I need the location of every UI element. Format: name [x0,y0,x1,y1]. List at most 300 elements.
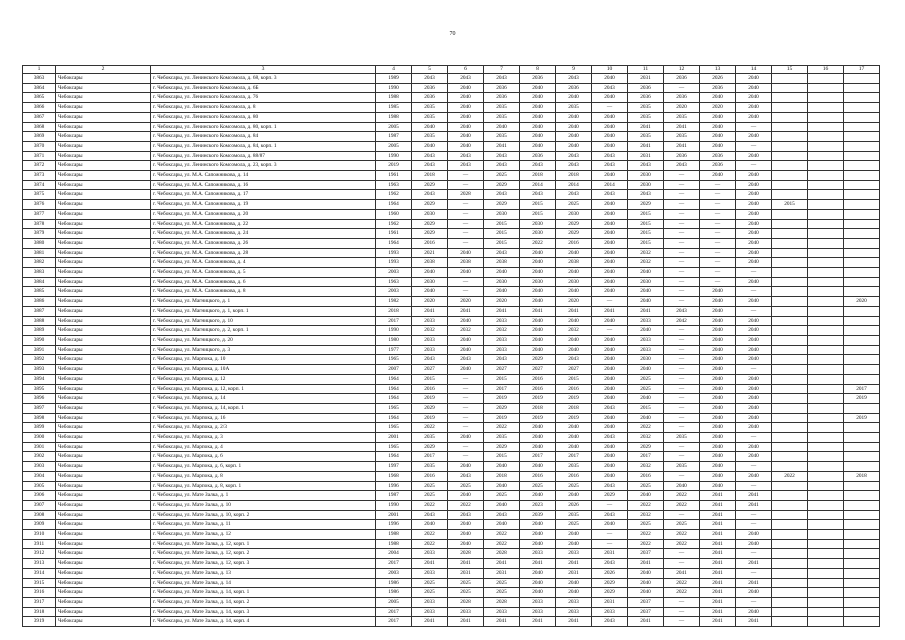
table-cell: 2040 [736,103,772,113]
table-cell: 2040 [556,287,592,297]
table-cell [844,200,880,210]
table-cell: 2040 [448,335,484,345]
table-cell: 2015 [628,229,664,239]
table-cell [772,491,808,501]
table-cell: 2040 [628,588,664,598]
table-cell: — [448,200,484,210]
table-cell: 2037 [628,549,664,559]
table-cell: 1964 [376,384,412,394]
table-cell: 2022 [448,500,484,510]
table-cell: г. Чебоксары, ул. Мате Залка, д. 12, корп. 3 [151,559,376,569]
table-cell: 2018 [412,171,448,181]
table-cell [808,394,844,404]
table-cell: 2033 [412,549,448,559]
table-cell [844,316,880,326]
table-cell: 3918 [23,607,56,617]
table-cell: 2043 [484,355,520,365]
table-cell: — [736,568,772,578]
table-cell: — [448,413,484,423]
table-cell: Чебоксары [56,345,151,355]
table-cell: 2015 [484,229,520,239]
table-cell: 2028 [448,597,484,607]
table-cell: — [592,530,628,540]
table-cell: г. Чебоксары, ул. Марпока, д. 12, корп. 1 [151,384,376,394]
table-cell: 2041 [412,559,448,569]
table-cell: 2040 [736,316,772,326]
table-cell: — [664,559,700,569]
table-cell: г. Чебоксары, ул. Ленинского Комсомола, д. 8 [151,103,376,113]
table-cell: 2015 [628,403,664,413]
table-cell: 2040 [628,326,664,336]
table-cell [772,510,808,520]
table-cell: 2040 [448,248,484,258]
table-cell: 2040 [700,413,736,423]
table-cell [808,549,844,559]
table-row [23,539,880,549]
table-cell [808,326,844,336]
table-cell: 2025 [556,520,592,530]
table-cell: 3913 [23,559,56,569]
table-cell: 2032 [628,248,664,258]
table-cell: 2022 [664,530,700,540]
table-cell: 2036 [520,74,556,84]
table-cell [808,481,844,491]
table-cell: 2040 [520,268,556,278]
table-cell [772,607,808,617]
table-row [23,423,880,433]
table-cell: 2040 [700,403,736,413]
table-cell: 2019 [556,413,592,423]
table-cell: 2014 [520,180,556,190]
table-cell [772,578,808,588]
table-cell: г. Чебоксары, ул. Мате Залка, д. 12, корп. 2 [151,549,376,559]
table-cell [808,578,844,588]
table-cell: 3873 [23,171,56,181]
table-cell: 1963 [376,277,412,287]
table-cell: 2018 [520,171,556,181]
table-cell: 2043 [556,74,592,84]
table-cell: 2032 [628,510,664,520]
table-cell: 2041 [700,539,736,549]
table-cell: 2041 [664,141,700,151]
table-cell: 2036 [628,83,664,93]
table-cell: 2040 [520,335,556,345]
table-cell [808,316,844,326]
table-cell: г. Чебоксары, ул. М.А. Сапожникова, д. 26 [151,238,376,248]
table-cell: г. Чебоксары, ул. М.А. Сапожникова, д. 19 [151,200,376,210]
table-cell: 2025 [628,374,664,384]
table-cell: 2026 [556,500,592,510]
table-cell: — [700,209,736,219]
table-cell: 2043 [556,151,592,161]
table-cell: Чебоксары [56,132,151,142]
table-cell: 2040 [412,520,448,530]
table-cell: 2043 [520,190,556,200]
table-cell: 2040 [520,433,556,443]
table-cell: 1980 [376,335,412,345]
table-cell: 2040 [592,219,628,229]
column-header: 6 [448,66,484,74]
table-row [23,103,880,113]
table-cell: 2025 [484,588,520,598]
table-row [23,161,880,171]
table-cell: 2041 [448,306,484,316]
table-cell [772,74,808,84]
table-cell: 2041 [628,559,664,569]
table-cell: 2040 [700,462,736,472]
table-cell: 2040 [412,287,448,297]
table-cell: 2030 [520,277,556,287]
table-cell: 2028 [484,597,520,607]
table-cell [844,229,880,239]
table-cell: 3866 [23,103,56,113]
table-cell: 1960 [376,209,412,219]
table-cell: 2031 [592,597,628,607]
table-cell: 2035 [628,112,664,122]
table-cell [844,491,880,501]
table-cell: 2041 [700,549,736,559]
table-cell: — [664,219,700,229]
table-cell: 2022 [520,238,556,248]
table-cell: 2040 [628,297,664,307]
table-cell [772,335,808,345]
table-cell: 2016 [412,384,448,394]
table-cell: 2040 [556,141,592,151]
table-cell [772,258,808,268]
table-cell: 2041 [700,578,736,588]
table-cell: 3877 [23,209,56,219]
table-row [23,297,880,307]
table-cell: Чебоксары [56,103,151,113]
table-cell: 2040 [700,423,736,433]
table-cell: 2040 [628,578,664,588]
table-cell: 2036 [700,83,736,93]
table-cell: 2043 [592,617,628,627]
table-cell: 2019 [520,413,556,423]
table-cell: 2022 [412,500,448,510]
table-cell: 2040 [448,268,484,278]
table-cell: 2040 [520,539,556,549]
table-row [23,171,880,181]
table-cell: Чебоксары [56,161,151,171]
table-cell: Чебоксары [56,83,151,93]
table-cell: 2023 [520,500,556,510]
table-row [23,141,880,151]
table-cell: 2019 [844,413,880,423]
table-cell: Чебоксары [56,258,151,268]
table-cell: 2040 [700,141,736,151]
table-cell: 2040 [556,578,592,588]
table-cell [808,258,844,268]
table-cell: Чебоксары [56,297,151,307]
table-cell: 2022 [412,530,448,540]
table-cell: 2019 [484,413,520,423]
table-cell: — [664,229,700,239]
table-cell: г. Чебоксары, ул. М.А. Сапожникова, д. 6 [151,277,376,287]
table-cell: 2020 [664,103,700,113]
table-cell [844,93,880,103]
table-cell: 1988 [376,539,412,549]
table-cell: 2025 [664,520,700,530]
table-cell: 2022 [664,539,700,549]
table-cell: 1990 [376,151,412,161]
table-row [23,238,880,248]
table-cell: 2043 [592,403,628,413]
table-cell [772,588,808,598]
table-cell: 1962 [376,190,412,200]
table-cell: 2040 [628,491,664,501]
table-cell: 3885 [23,287,56,297]
table-cell: — [664,452,700,462]
table-cell [772,617,808,627]
table-cell: 2041 [700,500,736,510]
table-cell: — [664,238,700,248]
table-cell [808,171,844,181]
table-cell: 2040 [736,471,772,481]
table-cell [844,287,880,297]
table-cell: г. Чебоксары, ул. Марпока, д. 14, корп. 1 [151,403,376,413]
table-cell: 2040 [628,365,664,375]
table-cell: 2027 [412,365,448,375]
table-cell: 2040 [700,287,736,297]
table-cell: 3889 [23,326,56,336]
table-cell: 2035 [412,132,448,142]
table-cell: 2043 [592,83,628,93]
table-cell: г. Чебоксары, ул. Магницкого, д. 1 [151,297,376,307]
table-cell [844,190,880,200]
table-cell: 2025 [628,481,664,491]
table-cell: 2041 [700,530,736,540]
table-cell: 2043 [592,433,628,443]
table-cell: г. Чебоксары, ул. Мате Залка, д. 14, корп. 2 [151,597,376,607]
table-cell [772,229,808,239]
table-cell: 2025 [448,588,484,598]
table-cell: 2040 [736,452,772,462]
table-cell: 2016 [412,471,448,481]
table-cell: 2026 [592,568,628,578]
table-cell: — [448,171,484,181]
table-cell: 2040 [736,588,772,598]
table-cell: — [664,365,700,375]
table-cell: 2030 [484,277,520,287]
table-cell: — [736,433,772,443]
table-cell: 2043 [484,74,520,84]
table-cell [844,607,880,617]
table-cell [808,413,844,423]
table-cell [772,132,808,142]
table-cell: 2041 [448,559,484,569]
table-cell: 2040 [520,287,556,297]
table-cell: 2041 [628,306,664,316]
table-cell: 2043 [484,510,520,520]
table-cell: 2040 [592,345,628,355]
table-cell: 2040 [556,433,592,443]
table-cell: г. Чебоксары, ул. М.А. Сапожникова, д. 20 [151,209,376,219]
table-cell: 2040 [448,103,484,113]
table-cell [772,238,808,248]
table-cell: 3893 [23,365,56,375]
table-cell: 2017 [628,452,664,462]
table-cell: Чебоксары [56,287,151,297]
table-cell: — [448,238,484,248]
table-cell: 2040 [592,122,628,132]
table-cell: 2040 [592,413,628,423]
table-cell: — [592,103,628,113]
table-cell: 2040 [736,423,772,433]
table-cell: 2032 [628,258,664,268]
table-cell: г. Чебоксары, ул. Мате Залка, д. 1 [151,491,376,501]
table-cell: 2040 [736,229,772,239]
table-cell: 2043 [592,510,628,520]
table-cell: 2025 [484,491,520,501]
table-cell: 1964 [376,413,412,423]
table-cell: 2040 [700,112,736,122]
table-cell: г. Чебоксары, ул. М.А. Сапожникова, д. 28 [151,248,376,258]
table-cell: 2025 [520,481,556,491]
table-cell: 2040 [592,384,628,394]
table-cell: 2018 [376,306,412,316]
table-row [23,219,880,229]
table-row [23,500,880,510]
table-cell: Чебоксары [56,442,151,452]
table-cell: 2041 [700,607,736,617]
table-cell [844,209,880,219]
table-cell: 2028 [484,549,520,559]
table-cell: 2043 [556,190,592,200]
table-cell: 2041 [520,617,556,627]
table-cell [808,297,844,307]
table-cell [808,83,844,93]
table-cell [808,403,844,413]
table-cell [808,471,844,481]
table-cell: — [664,345,700,355]
table-cell: г. Чебоксары, ул. Марпока, д. 8, корп. 1 [151,481,376,491]
table-cell: — [700,190,736,200]
table-cell: 3882 [23,258,56,268]
table-cell: 2040 [700,374,736,384]
table-cell: 2041 [412,306,448,316]
table-cell: 2036 [556,83,592,93]
table-cell [772,287,808,297]
table-cell: г. Чебоксары, ул. Ленинского Комсомола, д. 80, корп. 1 [151,122,376,132]
table-cell: 2043 [412,74,448,84]
table-cell: 2038 [412,258,448,268]
table-cell: 2040 [736,74,772,84]
table-row [23,413,880,423]
table-cell: 2015 [412,374,448,384]
table-cell: — [700,248,736,258]
table-cell: 2040 [520,345,556,355]
table-cell: Чебоксары [56,471,151,481]
table-cell: Чебоксары [56,539,151,549]
housing-schedule-table [22,65,880,627]
table-cell: г. Чебоксары, ул. Ленинского Комсомола, д. 23, корп. 3 [151,161,376,171]
table-cell [844,617,880,627]
table-cell: 2040 [556,335,592,345]
table-cell: 2036 [664,93,700,103]
table-cell: 3910 [23,530,56,540]
table-cell: 3896 [23,394,56,404]
table-cell: 2040 [700,93,736,103]
table-cell [772,316,808,326]
table-cell: Чебоксары [56,394,151,404]
table-cell: 3904 [23,471,56,481]
table-cell [772,413,808,423]
table-cell: — [664,297,700,307]
table-cell: 2041 [628,141,664,151]
table-cell [772,433,808,443]
table-cell [772,530,808,540]
table-cell: 2040 [700,481,736,491]
table-cell: 2040 [556,530,592,540]
table-cell [844,326,880,336]
table-cell: 2015 [520,200,556,210]
table-cell: 2015 [484,238,520,248]
table-cell: 2040 [556,112,592,122]
table-cell: 2040 [592,248,628,258]
table-cell: 2040 [628,568,664,578]
table-cell: 2043 [592,481,628,491]
table-cell: — [664,287,700,297]
column-header: 12 [664,66,700,74]
table-cell: 2035 [556,510,592,520]
table-cell: — [592,297,628,307]
table-cell: — [664,394,700,404]
table-cell: 2033 [484,607,520,617]
table-cell: 2041 [700,510,736,520]
table-cell: 2040 [664,481,700,491]
table-row [23,355,880,365]
table-cell: — [736,510,772,520]
table-cell: 2015 [772,200,808,210]
table-cell: — [448,374,484,384]
table-cell: 2040 [700,471,736,481]
table-cell: 2022 [484,423,520,433]
table-cell [772,122,808,132]
table-cell: 2031 [592,549,628,559]
column-header: 11 [628,66,664,74]
table-row [23,93,880,103]
table-cell: 2040 [736,248,772,258]
table-cell: 3908 [23,510,56,520]
table-cell: Чебоксары [56,403,151,413]
table-cell: 2005 [376,122,412,132]
table-cell [808,520,844,530]
table-cell [844,500,880,510]
table-cell: Чебоксары [56,219,151,229]
table-cell: — [592,539,628,549]
table-cell: 2036 [484,93,520,103]
table-cell: — [736,597,772,607]
table-cell: — [664,209,700,219]
table-cell: Чебоксары [56,433,151,443]
table-cell: 2027 [484,365,520,375]
table-cell: 2040 [736,209,772,219]
table-cell: 2032 [412,326,448,336]
table-cell: 2030 [520,229,556,239]
table-cell: 2040 [736,413,772,423]
table-cell: 2030 [556,277,592,287]
table-row [23,481,880,491]
table-cell [844,365,880,375]
table-cell: 3874 [23,180,56,190]
table-cell: 2035 [556,462,592,472]
table-cell [844,306,880,316]
table-cell: 2019 [520,394,556,404]
table-cell [844,74,880,84]
table-cell: 2033 [412,335,448,345]
table-cell: 2017 [412,452,448,462]
